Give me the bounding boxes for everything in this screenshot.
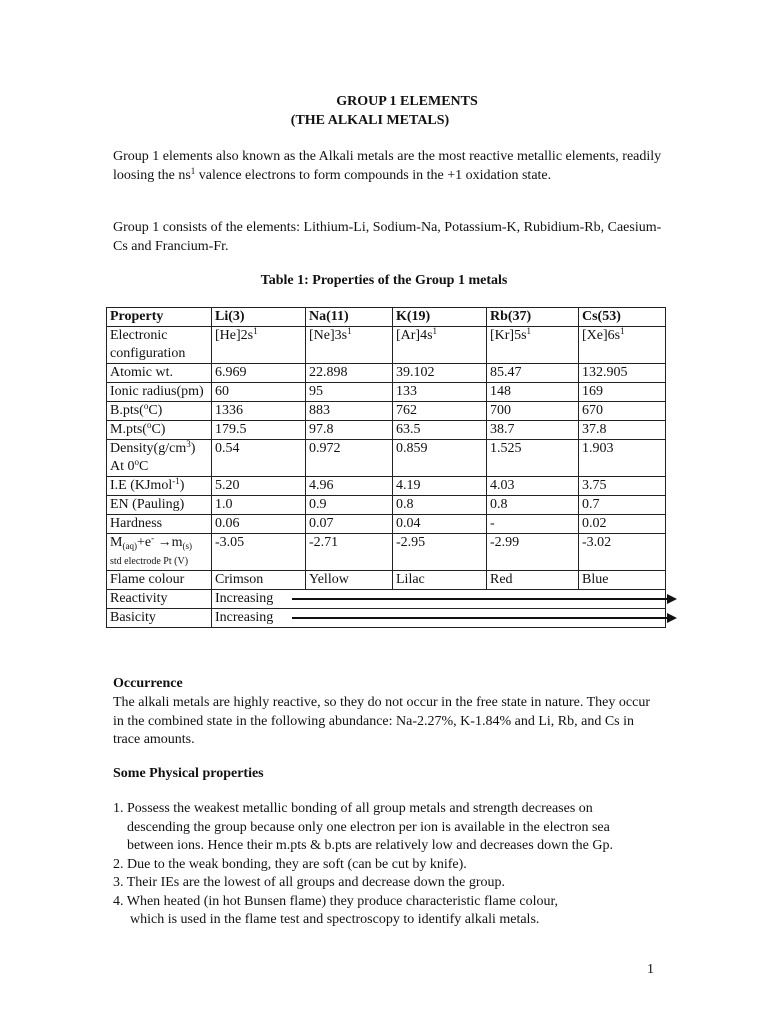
table-cell: 1336 bbox=[212, 402, 306, 421]
header-cell: Rb(37) bbox=[487, 308, 579, 327]
table-cell: 4.19 bbox=[393, 477, 487, 496]
table-cell: 4.96 bbox=[306, 477, 393, 496]
table-cell: 883 bbox=[306, 402, 393, 421]
table-cell: 133 bbox=[393, 383, 487, 402]
table-row bbox=[107, 383, 666, 402]
row-label: EN (Pauling) bbox=[107, 496, 212, 515]
table-cell: - bbox=[487, 515, 579, 534]
table-row bbox=[107, 477, 666, 496]
table-cell: Increasing bbox=[212, 590, 666, 609]
row-label: Electronic configuration bbox=[107, 327, 212, 364]
row-label: Reactivity bbox=[107, 590, 212, 609]
table-cell: $[Ar]4s^1$ bbox=[393, 327, 487, 364]
table-cell: 37.8 bbox=[579, 421, 666, 440]
header-cell: Property bbox=[107, 308, 212, 327]
table-cell: 38.7 bbox=[487, 421, 579, 440]
table-cell: -2.99 bbox=[487, 534, 579, 571]
table-cell: 0.06 bbox=[212, 515, 306, 534]
table-cell: 0.54 bbox=[212, 440, 306, 477]
table-cell: Increasing bbox=[212, 609, 666, 628]
row-label: Ionic radius(pm) bbox=[107, 383, 212, 402]
table-cell: 85.47 bbox=[487, 364, 579, 383]
table-row bbox=[107, 496, 666, 515]
header-cell: Cs(53) bbox=[579, 308, 666, 327]
table-caption: Table 1: Properties of the Group 1 metals bbox=[260, 273, 508, 288]
occurrence-paragraph: The alkali metals are highly reactive, so they do not occur in the free state in nature. They occur in the combined state in the following abundance: Na-2.27%, K-1.84% and Li, Rb, and Cs in trace amounts. bbox=[113, 695, 650, 747]
table-cell: $[Kr]5s^1$ bbox=[487, 327, 579, 364]
list-item: 2. Due to the weak bonding, they are soft (can be cut by knife). bbox=[113, 856, 467, 872]
table-cell: 169 bbox=[579, 383, 666, 402]
table-cell: $[He]2s^1$ bbox=[212, 327, 306, 364]
table-cell: 1.903 bbox=[579, 440, 666, 477]
table-cell: 0.8 bbox=[487, 496, 579, 515]
table-cell: 762 bbox=[393, 402, 487, 421]
table-cell: 0.859 bbox=[393, 440, 487, 477]
right-arrow-icon bbox=[292, 617, 675, 619]
table-cell: 179.5 bbox=[212, 421, 306, 440]
table-cell: 97.8 bbox=[306, 421, 393, 440]
right-arrow-icon bbox=[292, 598, 675, 600]
table-row bbox=[107, 364, 666, 383]
table-cell: -2.95 bbox=[393, 534, 487, 571]
table-cell: 0.04 bbox=[393, 515, 487, 534]
table-cell: Lilac bbox=[393, 571, 487, 590]
table-cell: 6.969 bbox=[212, 364, 306, 383]
table-header-row bbox=[107, 308, 666, 327]
table-cell: Blue bbox=[579, 571, 666, 590]
page-title: GROUP 1 ELEMENTS bbox=[336, 94, 478, 109]
table-cell: -2.71 bbox=[306, 534, 393, 571]
row-label: $Density(g/cm^3)$ At 0$^o$C bbox=[107, 440, 212, 477]
table-cell: 1.525 bbox=[487, 440, 579, 477]
properties-table bbox=[106, 307, 666, 628]
table-cell: 22.898 bbox=[306, 364, 393, 383]
header-cell: Na(11) bbox=[306, 308, 393, 327]
row-label: B.pts($^o$C) bbox=[107, 402, 212, 421]
table-cell: 0.8 bbox=[393, 496, 487, 515]
table-cell: 39.102 bbox=[393, 364, 487, 383]
list-item: 3. Their IEs are the lowest of all groups and decrease down the group. bbox=[113, 875, 506, 890]
table-cell: 0.9 bbox=[306, 496, 393, 515]
table-cell: Yellow bbox=[306, 571, 393, 590]
table-cell: 5.20 bbox=[212, 477, 306, 496]
table-cell: 3.75 bbox=[579, 477, 666, 496]
list-item-continuation: descending the group because only one electron per ion is available in the electron sea bbox=[127, 819, 610, 835]
table-cell: $[Xe]6s^1$ bbox=[579, 327, 666, 364]
table-cell: 1.0 bbox=[212, 496, 306, 515]
table-cell: 0.02 bbox=[579, 515, 666, 534]
table-row bbox=[107, 402, 666, 421]
table-cell: 670 bbox=[579, 402, 666, 421]
table-cell: Red bbox=[487, 571, 579, 590]
header-cell: Li(3) bbox=[212, 308, 306, 327]
table-cell: 148 bbox=[487, 383, 579, 402]
row-label: Flame colour bbox=[107, 571, 212, 590]
table-cell: 0.7 bbox=[579, 496, 666, 515]
table-cell: Crimson bbox=[212, 571, 306, 590]
table-cell: 60 bbox=[212, 383, 306, 402]
table-cell: -3.05 bbox=[212, 534, 306, 571]
row-label: Hardness bbox=[107, 515, 212, 534]
row-label: I.E (KJmol$^{-1}$) bbox=[107, 477, 212, 496]
list-item-continuation: between ions. Hence their m.pts & b.pts are relatively low and decreases down the Gp. bbox=[127, 838, 613, 853]
table-cell: $[Ne]3s^1$ bbox=[306, 327, 393, 364]
table-cell: 132.905 bbox=[579, 364, 666, 383]
header-cell: K(19) bbox=[393, 308, 487, 327]
intro-paragraph-2: Group 1 consists of the elements: Lithium-Li, Sodium-Na, Potassium-K, Rubidium-Rb, Caesium-Cs and Francium-Fr. bbox=[113, 220, 662, 254]
table-cell: 0.972 bbox=[306, 440, 393, 477]
list-item-continuation: which is used in the flame test and spectroscopy to identify alkali metals. bbox=[130, 912, 540, 927]
row-label: Atomic wt. bbox=[107, 364, 212, 383]
table-row bbox=[107, 571, 666, 590]
occurrence-heading: Occurrence bbox=[113, 676, 183, 691]
table-cell: -3.02 bbox=[579, 534, 666, 571]
page-number: 1 bbox=[647, 962, 654, 977]
table-row bbox=[107, 440, 666, 477]
table-row bbox=[107, 590, 666, 609]
table-row bbox=[107, 534, 666, 571]
table-row bbox=[107, 421, 666, 440]
table-cell: 95 bbox=[306, 383, 393, 402]
table-cell: 63.5 bbox=[393, 421, 487, 440]
table-cell: 700 bbox=[487, 402, 579, 421]
table-row bbox=[107, 327, 666, 364]
list-item: 4. When heated (in hot Bunsen flame) they produce characteristic flame colour, bbox=[113, 893, 559, 909]
row-label: M.pts($^o$C) bbox=[107, 421, 212, 440]
table-row bbox=[107, 515, 666, 534]
table-cell: 4.03 bbox=[487, 477, 579, 496]
physical-properties-list bbox=[113, 800, 713, 930]
row-label: Basicity bbox=[107, 609, 212, 628]
table-cell: 0.07 bbox=[306, 515, 393, 534]
list-item: 1. Possess the weakest metallic bonding of all group metals and strength decreases on bbox=[113, 801, 593, 816]
page-subtitle: (THE ALKALI METALS) bbox=[290, 113, 450, 128]
row-label: $M_{(aq)}+e^- \to m_{(s)}$ std electrode Pt (V) bbox=[107, 534, 212, 571]
table-row bbox=[107, 609, 666, 628]
intro-paragraph-1: Group 1 elements also known as the Alkali metals are the most reactive metallic elements, readily loosing the $ns^1$ valence electrons to form compounds in the +1 oxidation state. bbox=[113, 149, 662, 183]
physical-properties-heading: Some Physical properties bbox=[113, 766, 264, 781]
